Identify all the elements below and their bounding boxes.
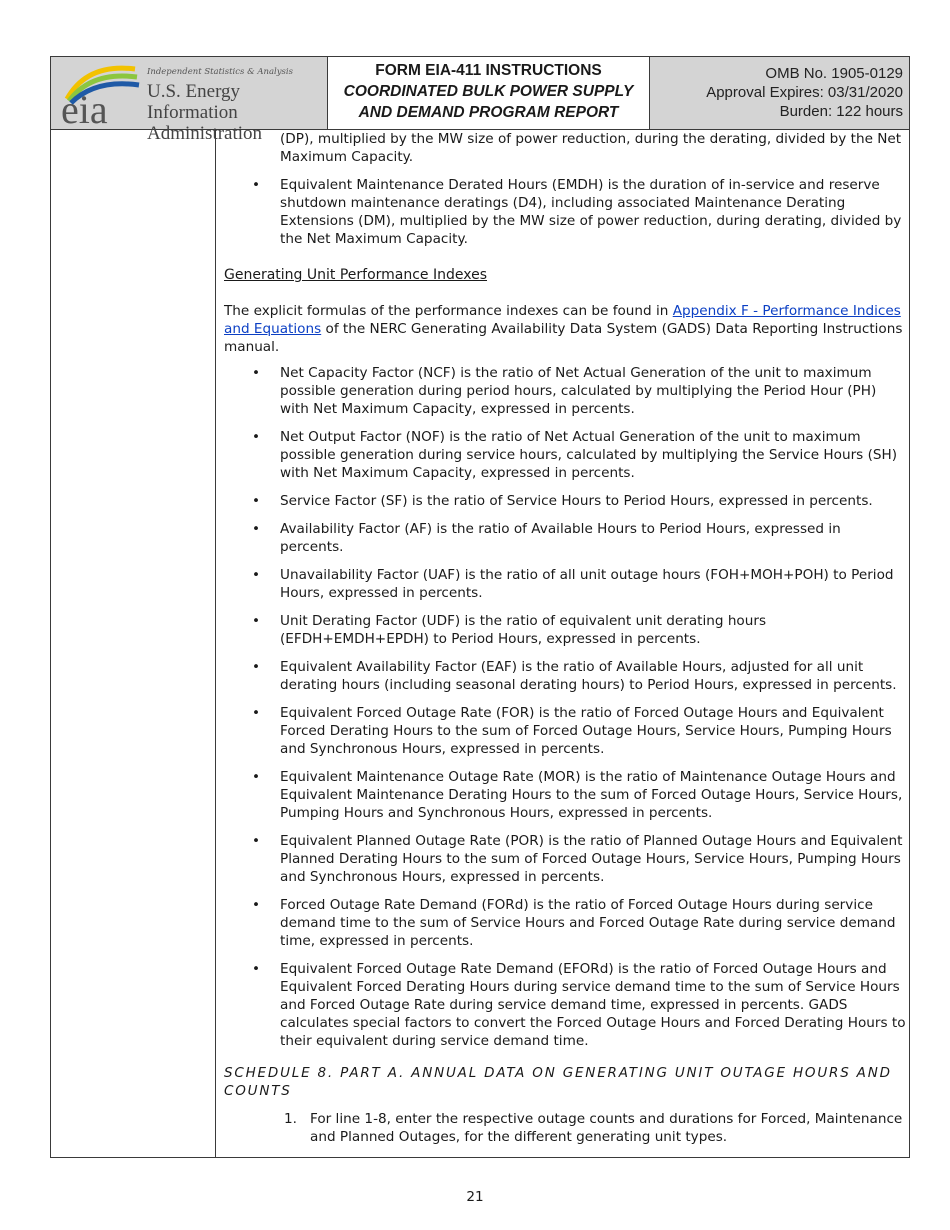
- form-title: FORM EIA-411 INSTRUCTIONS: [375, 62, 602, 79]
- schedule-heading: SCHEDULE 8. PART A. ANNUAL DATA ON GENERATING UNIT OUTAGE HOURS AND COUNTS: [224, 1065, 892, 1099]
- form-header: [51, 57, 909, 144]
- derated-hours-list: [224, 176, 906, 248]
- form-subtitle-line2: AND DEMAND PROGRAM REPORT: [358, 104, 619, 121]
- intro-paragraph: [224, 302, 906, 356]
- list-item: • Net Capacity Factor (NCF) is the ratio of Net Actual Generation of the unit to maximum possible generation during period hours, calculated by multiplying the Period Hour (PH) with Net Maximum Capacity, expressed in percents.: [224, 364, 906, 418]
- form-subtitle-line1: COORDINATED BULK POWER SUPPLY: [343, 83, 634, 100]
- list-item: • Unit Derating Factor (UDF) is the ratio of equivalent unit derating hours (EFDH+EMDH+EPDH) to Period Hours, expressed in percents.: [224, 612, 906, 648]
- list-item: • Unavailability Factor (UAF) is the ratio of all unit outage hours (FOH+MOH+POH) to Period Hours, expressed in percents.: [224, 566, 906, 602]
- intro-text-before: The explicit formulas of the performance indexes can be found in: [224, 303, 673, 319]
- omb-info-block: [650, 57, 909, 129]
- list-item: • Forced Outage Rate Demand (FORd) is the ratio of Forced Outage Hours during service demand time to the sum of Service Hours and Forced Outage Rate during service demand time, expressed in percents.: [224, 896, 906, 950]
- burden-hours: Burden: 122 hours: [779, 103, 903, 120]
- list-item: • Equivalent Maintenance Derated Hours (EMDH) is the duration of in-service and reserve shutdown maintenance deratings (D4), including associated Maintenance Derating Extensions (DM), multiplied by the MW size of power reduction, during derating, divided by the Net Maximum Capacity.: [224, 176, 906, 248]
- appendix-f-link[interactable]: Appendix F - Performance Indices and Equations: [224, 303, 901, 337]
- form-page-frame: [50, 56, 910, 1158]
- list-item: • Availability Factor (AF) is the ratio of Available Hours to Period Hours, expressed in percents.: [224, 520, 906, 556]
- eia-logo-block: [51, 57, 328, 144]
- list-item: • Equivalent Availability Factor (EAF) is the ratio of Available Hours, adjusted for all unit derating hours (including seasonal derating hours) to Period Hours, expressed in percents.: [224, 658, 906, 694]
- left-margin-column: [51, 129, 216, 1157]
- omb-number: OMB No. 1905-0129: [765, 65, 903, 82]
- intro-text-after: of the NERC Generating Availability Data System (GADS) Data Reporting Instructions manual.: [224, 321, 903, 355]
- list-item: • Equivalent Maintenance Outage Rate (MOR) is the ratio of Maintenance Outage Hours and Equivalent Maintenance Derating Hours to the sum of Forced Outage Hours, Service Hours, Pumping Hours and Synchronous Hours, expressed in percents.: [224, 768, 906, 822]
- list-item: • Service Factor (SF) is the ratio of Service Hours to Period Hours, expressed in percents.: [224, 492, 906, 510]
- agency-name-line2: Administration: [147, 123, 263, 144]
- list-item: • Equivalent Forced Outage Rate (FOR) is the ratio of Forced Outage Hours and Equivalent Forced Derating Hours to the sum of Forced Outage Hours, Service Hours, Pumping Hours and Synchronous Hours, expressed in percents.: [224, 704, 906, 758]
- eia-wordmark: eia: [61, 87, 108, 127]
- page-number: 21: [466, 1189, 484, 1205]
- list-item: • Equivalent Planned Outage Rate (POR) is the ratio of Planned Outage Hours and Equivalent Planned Derating Hours to the sum of Forced Outage Hours, Service Hours, Pumping Hours and Synchronous Hours, expressed in percents.: [224, 832, 906, 886]
- schedule-instructions-list: [224, 1110, 906, 1146]
- continued-bullet-text: (DP), multiplied by the MW size of power reduction, during the derating, divided by the Net Maximum Capacity.: [280, 131, 902, 165]
- list-item: • Equivalent Forced Outage Rate Demand (EFORd) is the ratio of Forced Outage Hours and Equivalent Forced Derating Hours during service demand time to the sum of Service Hours and Forced Outage Rate during service demand time, expressed in percents. GADS calculates special factors to convert the Forced Outage Hours and Forced Derating Hours to their equivalent during service demand time.: [224, 960, 906, 1050]
- approval-expires: Approval Expires: 03/31/2020: [706, 84, 903, 101]
- list-item: [224, 1110, 906, 1146]
- agency-name-line1: U.S. Energy Information: [147, 81, 241, 123]
- section-heading: Generating Unit Performance Indexes: [224, 267, 488, 283]
- list-item-text: For line 1-8, enter the respective outage counts and durations for Forced, Maintenance and Planned Outages, for the different generating unit types.: [310, 1111, 903, 1145]
- form-title-block: [328, 57, 650, 129]
- performance-index-list: [224, 364, 906, 1050]
- instructions-content: [224, 130, 906, 1146]
- logo-tagline: Independent Statistics & Analysis: [147, 67, 293, 77]
- list-item: • Net Output Factor (NOF) is the ratio of Net Actual Generation of the unit to maximum possible generation during service hours, calculated by multiplying the Service Hours (SH) with Net Maximum Capacity, expressed in percents.: [224, 428, 906, 482]
- list-item-number: 1.: [284, 1111, 297, 1127]
- eia-logo-icon: [57, 59, 143, 127]
